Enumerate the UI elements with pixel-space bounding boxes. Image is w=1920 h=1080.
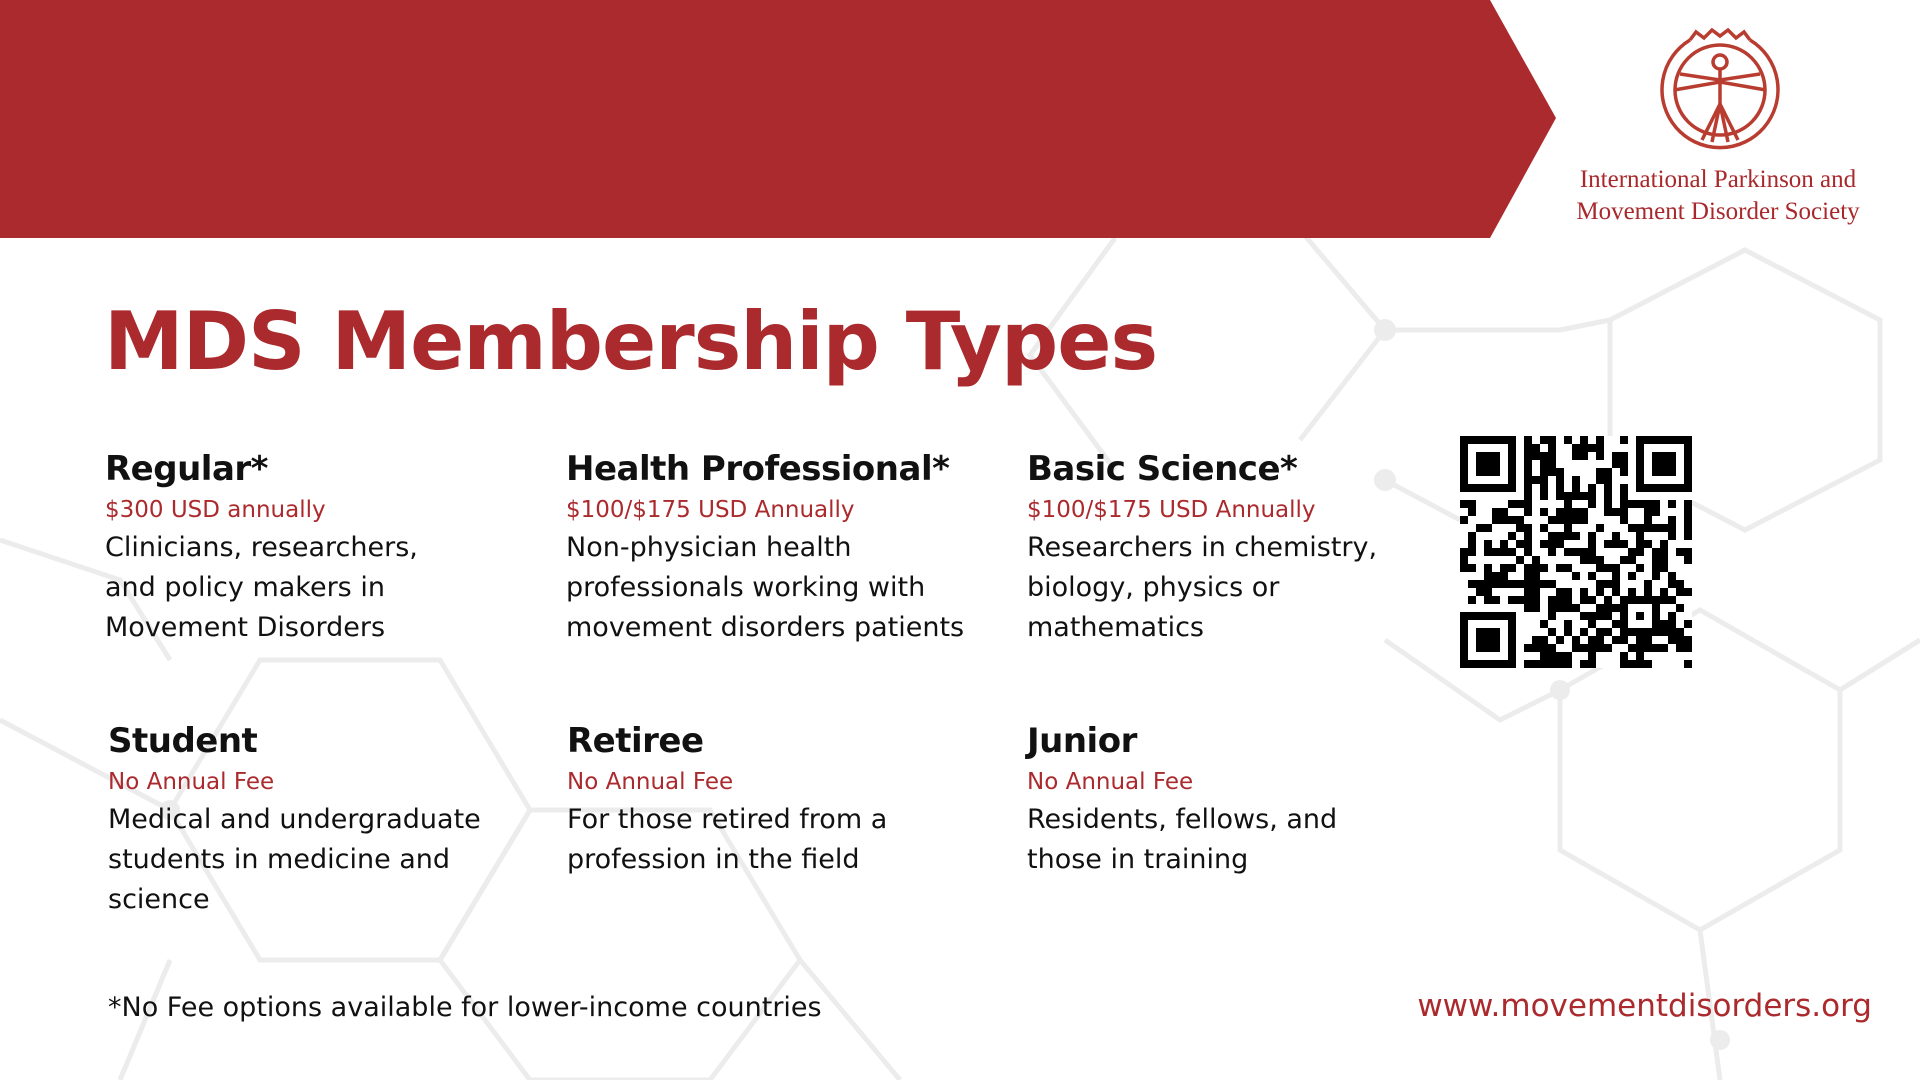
page-title: MDS Membership Types [104, 295, 1158, 388]
header-banner [0, 0, 1560, 238]
membership-fee: $300 USD annually [105, 497, 326, 523]
membership-card-student [108, 718, 528, 920]
membership-card-junior [1027, 718, 1447, 880]
membership-card-basic-science [1027, 446, 1447, 648]
membership-name: Junior [1027, 721, 1137, 761]
membership-description: For those retired from a profession in the field [567, 804, 888, 875]
membership-card-retiree [567, 718, 987, 880]
organization-name-line1: International Parkinson and [1579, 166, 1857, 193]
organization-name-line2: Movement Disorder Society [1576, 198, 1860, 225]
membership-card-health-professional [566, 446, 986, 648]
qr-code-icon[interactable] [1460, 436, 1692, 668]
membership-description: Residents, fellows, and those in training [1027, 804, 1338, 875]
membership-name: Regular* [105, 449, 268, 489]
membership-name: Student [108, 721, 258, 761]
membership-description: Researchers in chemistry, biology, physics or mathematics [1027, 532, 1378, 643]
footnote: *No Fee options available for lower-income countries [108, 992, 822, 1023]
membership-fee: No Annual Fee [1027, 769, 1194, 795]
membership-fee: No Annual Fee [567, 769, 734, 795]
membership-description: Non-physician health professionals working with movement disorders patients [566, 532, 965, 643]
membership-name: Basic Science* [1027, 449, 1298, 489]
membership-description: Clinicians, researchers, and policy makers in Movement Disorders [105, 532, 418, 643]
vitruvian-figure-icon [1652, 22, 1788, 158]
membership-fee: $100/$175 USD Annually [566, 497, 855, 523]
organization-name [1560, 164, 1876, 228]
membership-fee: No Annual Fee [108, 769, 275, 795]
membership-name: Retiree [567, 721, 704, 761]
membership-fee: $100/$175 USD Annually [1027, 497, 1316, 523]
membership-description: Medical and undergraduate students in medicine and science [108, 804, 481, 915]
membership-card-regular [105, 446, 525, 648]
membership-name: Health Professional* [566, 449, 950, 489]
website-link[interactable]: www.movementdisorders.org [1417, 988, 1872, 1024]
